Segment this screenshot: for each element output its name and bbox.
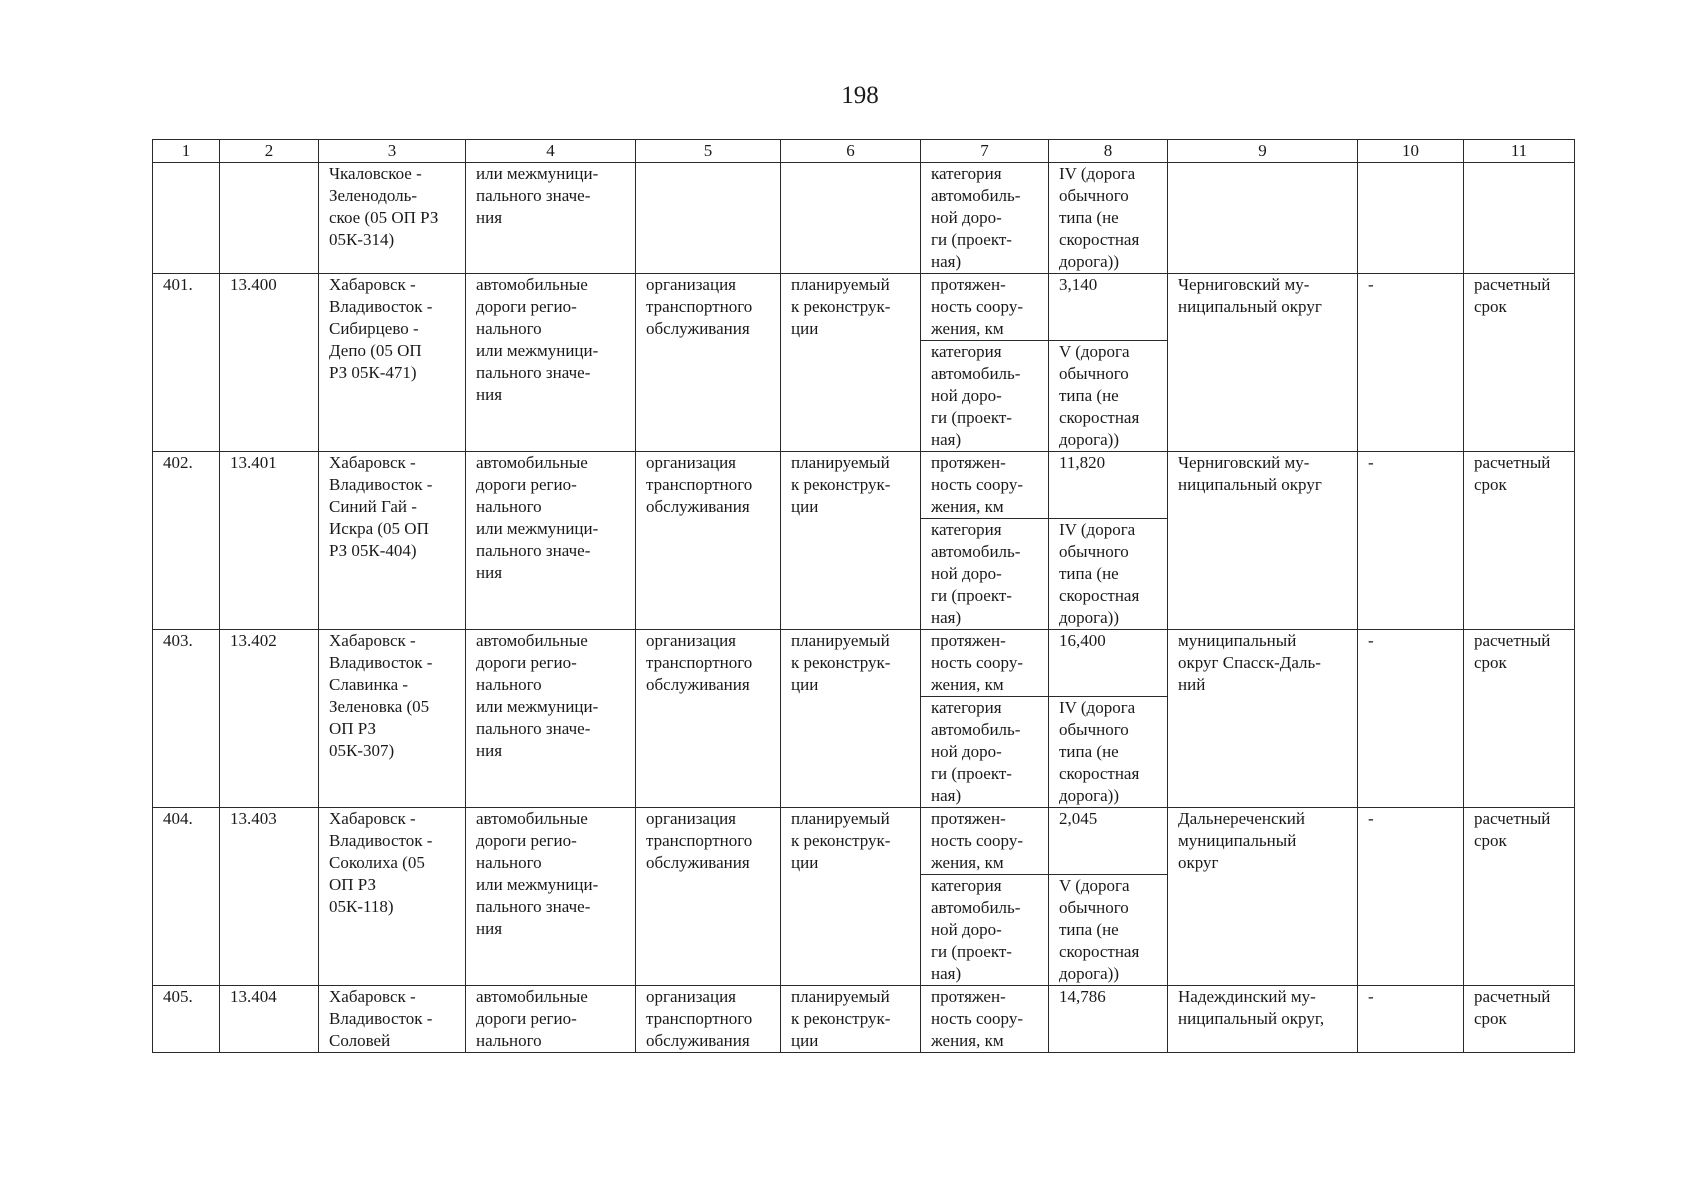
parameter-cell: протяжен- ность соору- жения, км	[921, 630, 1049, 697]
parameter-cell: категория автомобиль- ной доро- ги (проект- ная)	[921, 697, 1049, 808]
term-cell: расчетный срок	[1464, 808, 1575, 986]
location-cell: Черниговский му- ниципальный округ	[1168, 452, 1358, 630]
purpose-cell: организация транспортного обслуживания	[636, 808, 781, 986]
parameter-cell: категория автомобиль- ной доро- ги (проект- ная)	[921, 875, 1049, 986]
status-cell: планируемый к реконструк- ции	[781, 452, 921, 630]
road-name-cell: Хабаровск - Владивосток - Соколиха (05 ОП РЗ 05К-118)	[319, 808, 466, 986]
road-category-cell: автомобильные дороги регио- нального	[466, 986, 636, 1053]
col10-cell: -	[1358, 808, 1464, 986]
col10-cell: -	[1358, 452, 1464, 630]
row-number-cell: 405.	[153, 986, 220, 1053]
row-number-cell	[153, 163, 220, 274]
location-cell: Надеждинский му- ниципальный округ,	[1168, 986, 1358, 1053]
column-header: 11	[1464, 140, 1575, 163]
column-header: 3	[319, 140, 466, 163]
term-cell: расчетный срок	[1464, 274, 1575, 452]
continuation-row	[153, 163, 1575, 274]
value-cell: V (дорога обычного типа (не скоростная дорога))	[1049, 341, 1168, 452]
road-name-cell: Чкаловское - Зеленодоль- ское (05 ОП РЗ 05К-314)	[319, 163, 466, 274]
column-header: 8	[1049, 140, 1168, 163]
parameter-cell: категория автомобиль- ной доро- ги (проект- ная)	[921, 341, 1049, 452]
infrastructure-table	[152, 139, 1575, 1053]
table-row	[153, 452, 1575, 519]
column-header: 2	[220, 140, 319, 163]
status-cell: планируемый к реконструк- ции	[781, 630, 921, 808]
value-cell: 16,400	[1049, 630, 1168, 697]
road-name-cell: Хабаровск - Владивосток - Сибирцево - Депо (05 ОП РЗ 05К-471)	[319, 274, 466, 452]
purpose-cell	[636, 163, 781, 274]
parameter-cell: категория автомобиль- ной доро- ги (проект- ная)	[921, 163, 1049, 274]
road-name-cell: Хабаровск - Владивосток - Соловей	[319, 986, 466, 1053]
column-header: 1	[153, 140, 220, 163]
row-number-cell: 402.	[153, 452, 220, 630]
term-cell: расчетный срок	[1464, 452, 1575, 630]
value-cell: IV (дорога обычного типа (не скоростная дорога))	[1049, 519, 1168, 630]
road-category-cell: или межмуници- пального значе- ния	[466, 163, 636, 274]
parameter-cell: протяжен- ность соору- жения, км	[921, 452, 1049, 519]
location-cell: Дальнереченский муниципальный округ	[1168, 808, 1358, 986]
col10-cell: -	[1358, 986, 1464, 1053]
status-cell: планируемый к реконструк- ции	[781, 808, 921, 986]
column-header: 6	[781, 140, 921, 163]
location-cell: муниципальный округ Спасск-Даль- ний	[1168, 630, 1358, 808]
page-number: 198	[841, 82, 879, 109]
term-cell	[1464, 163, 1575, 274]
code-cell: 13.403	[220, 808, 319, 986]
road-category-cell: автомобильные дороги регио- нального или межмуници- пального значе- ния	[466, 274, 636, 452]
code-cell: 13.404	[220, 986, 319, 1053]
col10-cell: -	[1358, 274, 1464, 452]
road-name-cell: Хабаровск - Владивосток - Синий Гай - Искра (05 ОП РЗ 05К-404)	[319, 452, 466, 630]
road-category-cell: автомобильные дороги регио- нального или межмуници- пального значе- ния	[466, 808, 636, 986]
table-row	[153, 808, 1575, 875]
value-cell: 14,786	[1049, 986, 1168, 1053]
code-cell	[220, 163, 319, 274]
value-cell: 3,140	[1049, 274, 1168, 341]
status-cell	[781, 163, 921, 274]
code-cell: 13.402	[220, 630, 319, 808]
col10-cell	[1358, 163, 1464, 274]
parameter-cell: протяжен- ность соору- жения, км	[921, 808, 1049, 875]
table-row	[153, 630, 1575, 697]
value-cell: IV (дорога обычного типа (не скоростная дорога))	[1049, 163, 1168, 274]
parameter-cell: протяжен- ность соору- жения, км	[921, 274, 1049, 341]
parameter-cell: протяжен- ность соору- жения, км	[921, 986, 1049, 1053]
purpose-cell: организация транспортного обслуживания	[636, 274, 781, 452]
column-header: 10	[1358, 140, 1464, 163]
value-cell: V (дорога обычного типа (не скоростная дорога))	[1049, 875, 1168, 986]
column-header: 7	[921, 140, 1049, 163]
value-cell: 2,045	[1049, 808, 1168, 875]
road-name-cell: Хабаровск - Владивосток - Славинка - Зеленовка (05 ОП РЗ 05К-307)	[319, 630, 466, 808]
column-number-header-row	[153, 140, 1575, 163]
purpose-cell: организация транспортного обслуживания	[636, 986, 781, 1053]
purpose-cell: организация транспортного обслуживания	[636, 630, 781, 808]
parameter-cell: категория автомобиль- ной доро- ги (проект- ная)	[921, 519, 1049, 630]
term-cell: расчетный срок	[1464, 986, 1575, 1053]
status-cell: планируемый к реконструк- ции	[781, 986, 921, 1053]
value-cell: 11,820	[1049, 452, 1168, 519]
code-cell: 13.401	[220, 452, 319, 630]
column-header: 4	[466, 140, 636, 163]
purpose-cell: организация транспортного обслуживания	[636, 452, 781, 630]
table-row	[153, 986, 1575, 1053]
location-cell: Черниговский му- ниципальный округ	[1168, 274, 1358, 452]
road-category-cell: автомобильные дороги регио- нального или межмуници- пального значе- ния	[466, 452, 636, 630]
column-header: 5	[636, 140, 781, 163]
code-cell: 13.400	[220, 274, 319, 452]
value-cell: IV (дорога обычного типа (не скоростная дорога))	[1049, 697, 1168, 808]
row-number-cell: 403.	[153, 630, 220, 808]
location-cell	[1168, 163, 1358, 274]
row-number-cell: 404.	[153, 808, 220, 986]
col10-cell: -	[1358, 630, 1464, 808]
column-header: 9	[1168, 140, 1358, 163]
table-row	[153, 274, 1575, 341]
road-category-cell: автомобильные дороги регио- нального или межмуници- пального значе- ния	[466, 630, 636, 808]
term-cell: расчетный срок	[1464, 630, 1575, 808]
status-cell: планируемый к реконструк- ции	[781, 274, 921, 452]
row-number-cell: 401.	[153, 274, 220, 452]
